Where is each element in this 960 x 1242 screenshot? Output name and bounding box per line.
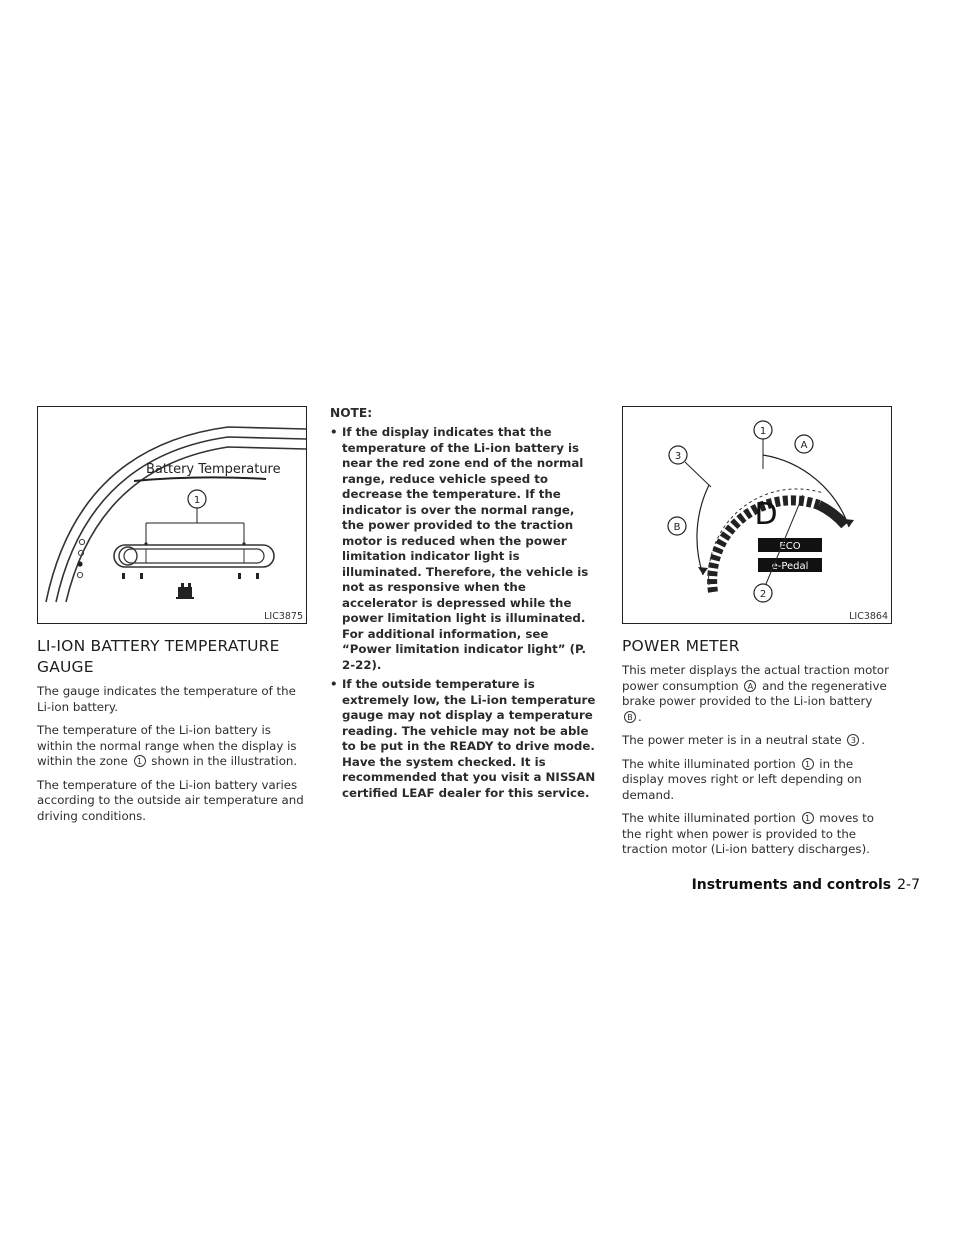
power-meter-illustration bbox=[623, 407, 893, 625]
section-heading: POWER METER bbox=[622, 637, 740, 655]
battery-temperature-figure bbox=[37, 406, 307, 624]
meter-callout-b: B bbox=[673, 522, 681, 533]
paragraph: The temperature of the Li-ion battery is within the normal range when the display is within the zone 1 shown in the illustration. bbox=[37, 723, 298, 768]
meter-callout-2: 2 bbox=[759, 589, 767, 600]
callout-ref: A bbox=[744, 680, 756, 692]
callout-ref: B bbox=[624, 711, 636, 723]
meter-callout-a: A bbox=[800, 440, 808, 451]
paragraph: The gauge indicates the temperature of the Li-ion battery. bbox=[37, 684, 296, 714]
gear-indicator: D bbox=[754, 497, 778, 532]
paragraph: The power meter is in a neutral state 3 . bbox=[622, 733, 866, 747]
callout-ref: 1 bbox=[802, 758, 814, 770]
battery-callout-1: 1 bbox=[193, 495, 201, 506]
battery-gauge-illustration bbox=[38, 407, 308, 625]
power-meter-figure bbox=[622, 406, 892, 624]
footer-section: Instruments and controls bbox=[691, 877, 892, 893]
section-heading: LI-ION BATTERY TEMPERATURE GAUGE bbox=[37, 637, 280, 676]
note-list bbox=[330, 425, 600, 801]
note-item: • If the display indicates that the temperature of the Li-ion battery is near the red zone end of the normal range, reduce vehicle speed to decrease the temperature. If the indicator is over the normal range, the power provided to the traction motor is reduced when the power limitation indicator light is illuminated. Therefore, the vehicle is not as responsive when the accelerator is depressed while the power limitation light is illuminated. For additional information, see “Power limitation indicator light” (P. 2-22). bbox=[330, 425, 600, 673]
paragraph: This meter displays the actual traction motor power consumption A and the regenerative brake power provided to the Li-ion battery B . bbox=[622, 663, 889, 724]
callout-ref: 1 bbox=[802, 812, 814, 824]
paragraph: The white illuminated portion 1 in the display moves right or left depending on demand. bbox=[622, 756, 862, 802]
paragraph: The temperature of the Li-ion battery varies according to the outside air temperature and driving conditions. bbox=[37, 777, 304, 823]
battery-figure-label: Battery Temperature bbox=[146, 462, 281, 477]
eco-label: ECO bbox=[779, 541, 801, 552]
meter-callout-3: 3 bbox=[674, 451, 682, 462]
callout-ref: 1 bbox=[134, 755, 146, 767]
paragraph: The white illuminated portion 1 moves to the right when power is provided to the traction motor (Li-ion battery discharges). bbox=[622, 811, 874, 856]
callout-ref: 3 bbox=[847, 734, 859, 746]
figure-code: LIC3864 bbox=[849, 611, 888, 622]
column-right bbox=[622, 406, 892, 866]
epedal-label: e-Pedal bbox=[771, 561, 809, 572]
column-left bbox=[37, 406, 307, 832]
figure-code: LIC3875 bbox=[264, 611, 303, 622]
page-footer bbox=[692, 877, 920, 893]
column-middle bbox=[330, 406, 600, 805]
note-title: NOTE: bbox=[330, 406, 373, 420]
note-item: • If the outside temperature is extremely low, the Li-ion temperature gauge may not display a temperature reading. The vehicle may not be able to be put in the READY to drive mode. Have the system checked. It is recommended that you visit a NISSAN certified LEAF dealer for this service. bbox=[330, 677, 600, 801]
page-number: 2-7 bbox=[897, 877, 920, 893]
meter-callout-1: 1 bbox=[759, 426, 767, 437]
